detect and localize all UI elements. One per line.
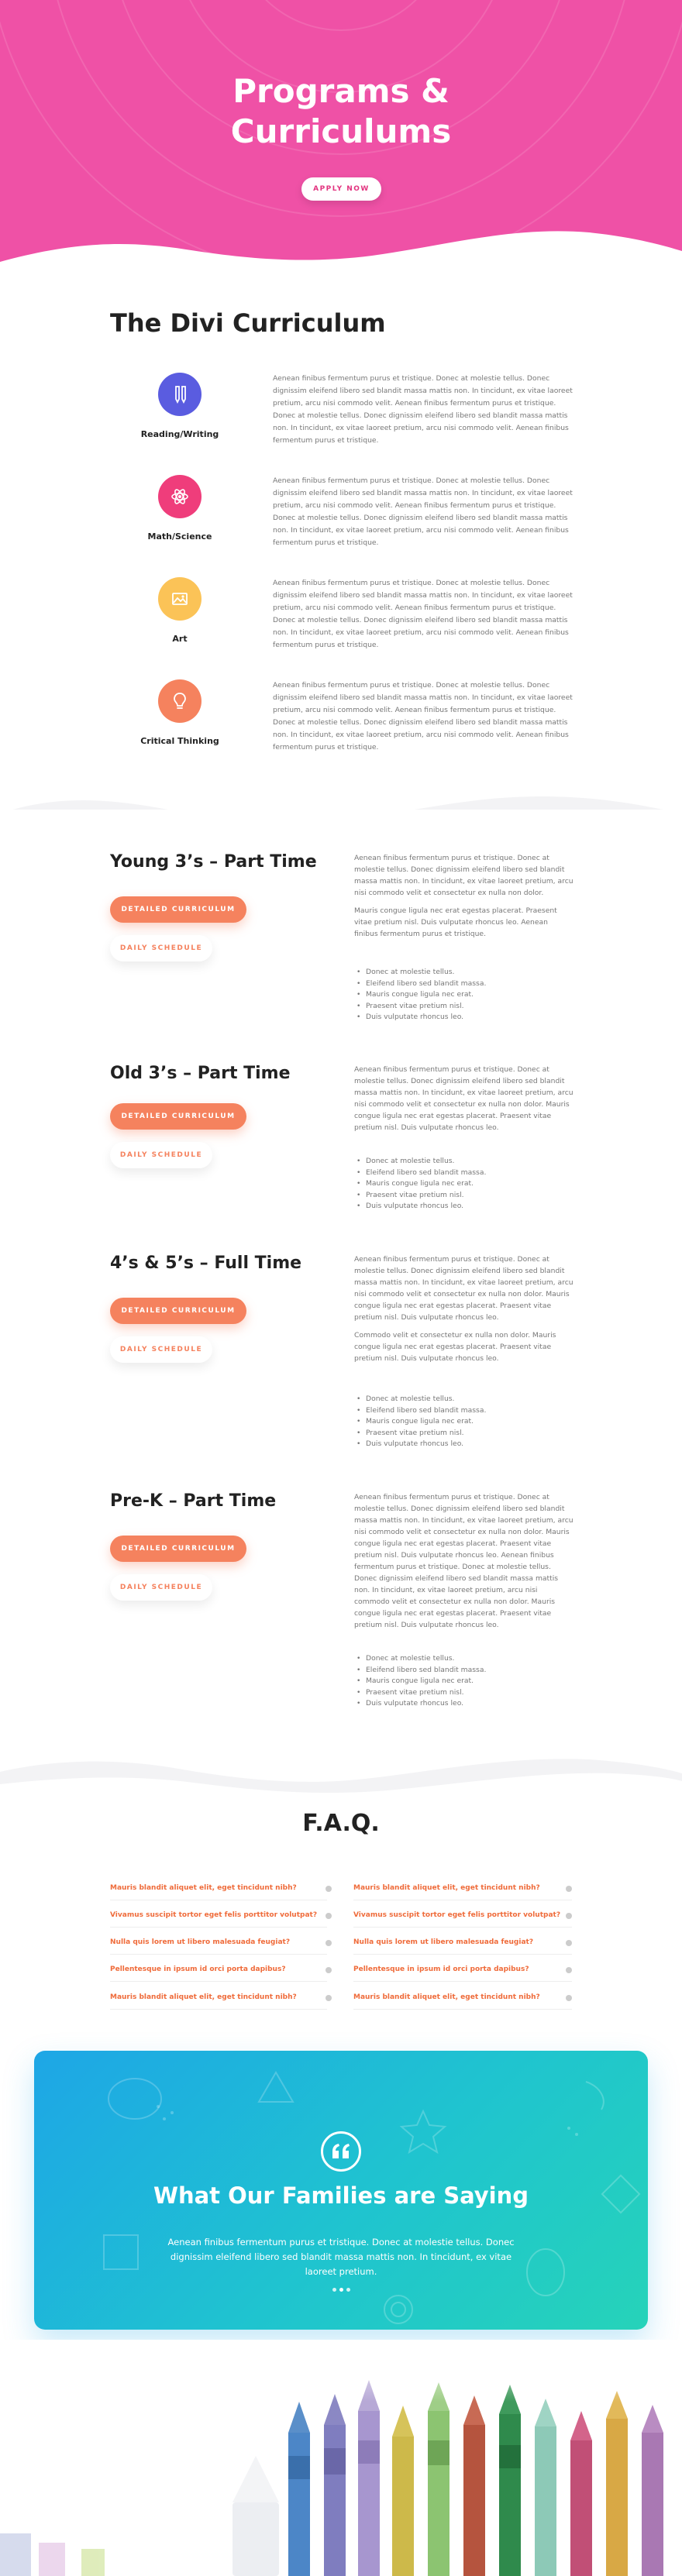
program-description	[354, 1491, 574, 1637]
list-item: • Praesent vitae pretium nisl.	[356, 1190, 574, 1202]
testimonial-title: What Our Families are Saying	[153, 2182, 529, 2209]
curriculum-item	[108, 475, 574, 568]
faq-divider	[110, 1927, 327, 1928]
daily-schedule-button[interactable]: DAILY SCHEDULE	[110, 1142, 212, 1168]
list-item: • Duis vulputate rhoncus leo.	[356, 1698, 574, 1710]
faq-question[interactable]: Nulla quis lorem ut libero malesuada feugiat?	[353, 1938, 534, 1946]
list-item: • Eleifend libero sed blandit massa.	[356, 978, 574, 990]
detailed-curriculum-button[interactable]: DETAILED CURRICULUM	[110, 896, 246, 923]
section-wave	[0, 1755, 682, 1801]
curriculum-item	[108, 679, 574, 772]
program-description	[354, 1254, 574, 1371]
curriculum-item-text: Aenean finibus fermentum purus et tristique. Donec at molestie tellus. Donec dignissim eleifend libero sed blandit massa mattis non. In tincidunt, ex vitae laoreet pretium, arcu nisi commodo velit. Aenean finibus fermentum purus et tristique. Donec at molestie tellus. Donec dignissim eleifend libero sed blandit massa mattis non. In tincidunt, ex vitae laoreet pretium, arcu nisi commodo velit. Aenean finibus fermentum purus et tristique.	[273, 681, 573, 751]
faq-toggle-icon[interactable]	[566, 1940, 572, 1946]
faq-toggle-icon[interactable]	[326, 1995, 332, 2001]
program-description	[354, 1064, 574, 1140]
faq-toggle-icon[interactable]	[566, 1995, 572, 2001]
faq-toggle-icon[interactable]	[566, 1967, 572, 1973]
daily-schedule-button[interactable]: DAILY SCHEDULE	[110, 1336, 212, 1363]
carousel-dot[interactable]	[332, 2288, 336, 2292]
apply-now-button[interactable]: APPLY NOW	[301, 177, 381, 201]
program-paragraph: Aenean finibus fermentum purus et tristique. Donec at molestie tellus. Donec dignissim eleifend libero sed blandit massa mattis non. In tincidunt, ex vitae laoreet pretium, arcu nisi commodo velit et consectetur ex nulla non dolor. Mauris congue ligula nec erat egestas placerat. Praesent vitae pretium nisl. Duis vulputate rhoncus leo. Aenean finibus fermentum purus et tristique. Donec at molestie tellus. Donec dignissim eleifend libero sed blandit massa mattis non. In tincidunt, ex vitae laoreet pretium, arcu nisi commodo velit et consectetur ex nulla non dolor. Mauris congue ligula nec erat egestas placerat. Praesent vitae pretium nisl. Duis vulputate rhoncus leo.	[354, 1493, 574, 1629]
page-title-line: Programs &	[232, 72, 450, 110]
testimonial-text: Aenean finibus fermentum purus et tristique. Donec at molestie tellus. Donec dignissim eleifend libero sed blandit massa mattis non. In tincidunt, ex vitae laoreet pretium.	[167, 2237, 515, 2277]
detailed-curriculum-button[interactable]: DETAILED CURRICULUM	[110, 1103, 246, 1130]
curriculum-item-text: Aenean finibus fermentum purus et tristique. Donec at molestie tellus. Donec dignissim eleifend libero sed blandit massa mattis non. In tincidunt, ex vitae laoreet pretium, arcu nisi commodo velit. Aenean finibus fermentum purus et tristique. Donec at molestie tellus. Donec dignissim eleifend libero sed blandit massa mattis non. In tincidunt, ex vitae laoreet pretium, arcu nisi commodo velit. Aenean finibus fermentum purus et tristique.	[273, 374, 573, 445]
faq-question[interactable]: Nulla quis lorem ut libero malesuada feugiat?	[110, 1938, 291, 1946]
program-list	[356, 1653, 574, 1710]
crayons-image	[0, 2340, 682, 2576]
pencil-icon	[158, 373, 202, 416]
detailed-curriculum-button[interactable]: DETAILED CURRICULUM	[110, 1536, 246, 1562]
faq-question[interactable]: Mauris blandit aliquet elit, eget tincidunt nibh?	[110, 1884, 297, 1892]
carousel-dot-active[interactable]	[339, 2288, 343, 2292]
list-item: • Eleifend libero sed blandit massa.	[356, 1405, 574, 1417]
list-item: • Mauris congue ligula nec erat.	[356, 1676, 574, 1687]
program-title: Young 3’s – Part Time	[110, 852, 317, 872]
detailed-curriculum-button[interactable]: DETAILED CURRICULUM	[110, 1298, 246, 1324]
hero-section	[0, 0, 682, 267]
list-item: • Donec at molestie tellus.	[356, 1156, 574, 1168]
faq-title: F.A.Q.	[302, 1810, 380, 1837]
curriculum-item	[108, 577, 574, 670]
page-title	[0, 71, 682, 152]
curriculum-item-label: Math/Science	[147, 531, 212, 542]
list-item: • Donec at molestie tellus.	[356, 1653, 574, 1665]
list-item: • Mauris congue ligula nec erat.	[356, 989, 574, 1001]
daily-schedule-button[interactable]: DAILY SCHEDULE	[110, 935, 212, 961]
program-paragraph: Commodo velit et consectetur ex nulla non dolor. Mauris congue ligula nec erat egestas placerat. Praesent vitae pretium nisl. Duis vulputate rhoncus leo.	[354, 1331, 556, 1363]
program-paragraph: Mauris congue ligula nec erat egestas placerat. Praesent vitae pretium nisl. Duis vulputate rhoncus leo. Aenean finibus fermentum purus et tristique.	[354, 906, 557, 938]
list-item: • Praesent vitae pretium nisl.	[356, 1428, 574, 1439]
list-item: • Duis vulputate rhoncus leo.	[356, 1439, 574, 1450]
faq-question[interactable]: Mauris blandit aliquet elit, eget tincidunt nibh?	[353, 1993, 540, 2001]
list-item: • Eleifend libero sed blandit massa.	[356, 1665, 574, 1677]
program-paragraph: Aenean finibus fermentum purus et tristique. Donec at molestie tellus. Donec dignissim eleifend libero sed blandit massa mattis non. In tincidunt, ex vitae laoreet pretium, arcu nisi commodo velit et consectetur ex nulla non dolor.	[354, 854, 574, 897]
quote-icon	[321, 2131, 361, 2172]
faq-toggle-icon[interactable]	[326, 1886, 332, 1892]
page-title-line: Curriculums	[230, 112, 452, 150]
faq-divider	[353, 2009, 572, 2010]
program-paragraph: Aenean finibus fermentum purus et tristique. Donec at molestie tellus. Donec dignissim eleifend libero sed blandit massa mattis non. In tincidunt, ex vitae laoreet pretium, arcu nisi commodo velit et consectetur ex nulla non dolor. Mauris congue ligula nec erat egestas placerat. Praesent vitae pretium nisl. Duis vulputate rhoncus leo.	[354, 1065, 574, 1132]
curriculum-title: The Divi Curriculum	[110, 308, 386, 338]
faq-question[interactable]: Pellentesque in ipsum id orci porta dapibus?	[110, 1966, 286, 1973]
curriculum-item-text: Aenean finibus fermentum purus et tristique. Donec at molestie tellus. Donec dignissim eleifend libero sed blandit massa mattis non. In tincidunt, ex vitae laoreet pretium, arcu nisi commodo velit. Aenean finibus fermentum purus et tristique. Donec at molestie tellus. Donec dignissim eleifend libero sed blandit massa mattis non. In tincidunt, ex vitae laoreet pretium, arcu nisi commodo velit. Aenean finibus fermentum purus et tristique.	[273, 476, 573, 547]
program-title: Pre-K – Part Time	[110, 1491, 277, 1511]
lightbulb-icon	[158, 679, 202, 723]
daily-schedule-button[interactable]: DAILY SCHEDULE	[110, 1574, 212, 1601]
list-item: • Duis vulputate rhoncus leo.	[356, 1012, 574, 1023]
faq-toggle-icon[interactable]	[566, 1913, 572, 1919]
program-title: 4’s & 5’s – Full Time	[110, 1254, 302, 1273]
curriculum-item-label: Art	[172, 634, 188, 644]
program-paragraph: Aenean finibus fermentum purus et tristique. Donec at molestie tellus. Donec dignissim eleifend libero sed blandit massa mattis non. In tincidunt, ex vitae laoreet pretium, arcu nisi commodo velit et consectetur ex nulla non dolor. Mauris congue ligula nec erat egestas placerat. Praesent vitae pretium nisl. Duis vulputate rhoncus leo.	[354, 1255, 574, 1322]
faq-question[interactable]: Mauris blandit aliquet elit, eget tincidunt nibh?	[353, 1884, 540, 1892]
list-item: • Mauris congue ligula nec erat.	[356, 1416, 574, 1428]
faq-toggle-icon[interactable]	[326, 1913, 332, 1919]
atom-icon	[158, 475, 202, 518]
carousel-dot[interactable]	[346, 2288, 350, 2292]
faq-question[interactable]: Vivamus suscipit tortor eget felis porttitor volutpat?	[110, 1911, 318, 1919]
list-item: • Duis vulputate rhoncus leo.	[356, 1201, 574, 1212]
faq-divider	[110, 1981, 327, 1982]
testimonial-card	[34, 2051, 648, 2330]
faq-question[interactable]: Pellentesque in ipsum id orci porta dapibus?	[353, 1966, 529, 1973]
program-description	[354, 852, 574, 946]
program-list	[356, 1156, 574, 1212]
faq-question[interactable]: Vivamus suscipit tortor eget felis porttitor volutpat?	[353, 1911, 561, 1919]
picture-icon	[158, 577, 202, 621]
curriculum-item	[108, 373, 574, 466]
program-list	[356, 1394, 574, 1450]
list-item: • Eleifend libero sed blandit massa.	[356, 1168, 574, 1179]
hero-wave	[0, 225, 682, 267]
faq-toggle-icon[interactable]	[566, 1886, 572, 1892]
faq-divider	[353, 1981, 572, 1982]
curriculum-item-label: Reading/Writing	[140, 429, 219, 439]
faq-divider	[110, 2009, 327, 2010]
curriculum-item-label: Critical Thinking	[140, 736, 219, 746]
list-item: • Mauris congue ligula nec erat.	[356, 1178, 574, 1190]
faq-divider	[110, 1954, 327, 1955]
faq-divider	[353, 1927, 572, 1928]
faq-divider	[353, 1954, 572, 1955]
program-list	[356, 967, 574, 1023]
program-title: Old 3’s – Part Time	[110, 1064, 291, 1083]
faq-toggle-icon[interactable]	[326, 1967, 332, 1973]
list-item: • Donec at molestie tellus.	[356, 967, 574, 978]
curriculum-item-text: Aenean finibus fermentum purus et tristique. Donec at molestie tellus. Donec dignissim eleifend libero sed blandit massa mattis non. In tincidunt, ex vitae laoreet pretium, arcu nisi commodo velit. Aenean finibus fermentum purus et tristique. Donec at molestie tellus. Donec dignissim eleifend libero sed blandit massa mattis non. In tincidunt, ex vitae laoreet pretium, arcu nisi commodo velit. Aenean finibus fermentum purus et tristique.	[273, 579, 573, 649]
faq-question[interactable]: Mauris blandit aliquet elit, eget tincidunt nibh?	[110, 1993, 297, 2001]
list-item: • Praesent vitae pretium nisl.	[356, 1687, 574, 1699]
list-item: • Donec at molestie tellus.	[356, 1394, 574, 1405]
list-item: • Praesent vitae pretium nisl.	[356, 1001, 574, 1013]
faq-toggle-icon[interactable]	[326, 1940, 332, 1946]
programs-section	[0, 810, 682, 1766]
